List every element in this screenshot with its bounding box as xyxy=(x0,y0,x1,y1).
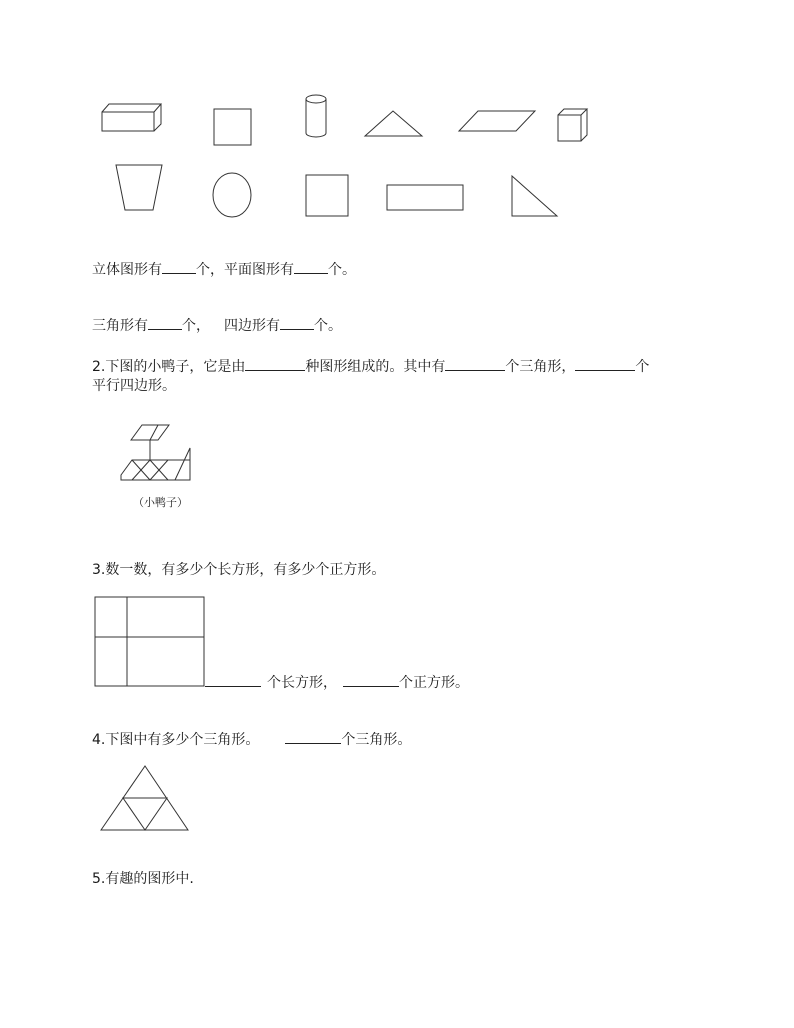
q2-line1: 2.下图的小鸭子，它是由 种图形组成的。其中有 个三角形， 个 xyxy=(92,356,649,377)
q1-solid-plane-line: 立体图形有 个，平面图形有 个。 xyxy=(92,259,356,280)
q2-line2: 平行四边形。 xyxy=(92,378,176,394)
q3-answer-line: 个长方形， 个正方形。 xyxy=(205,672,469,693)
duck-caption: （小鸭子） xyxy=(133,496,188,509)
q1-triangle-quad-line: 三角形有 个， 四边形有 个。 xyxy=(92,315,342,336)
q4-prompt-line: 4.下图中有多少个三角形。 个三角形。 xyxy=(92,729,411,750)
q5-prompt: 5.有趣的图形中. xyxy=(92,871,194,887)
q3-prompt: 3.数一数，有多少个长方形，有多少个正方形。 xyxy=(92,562,386,578)
